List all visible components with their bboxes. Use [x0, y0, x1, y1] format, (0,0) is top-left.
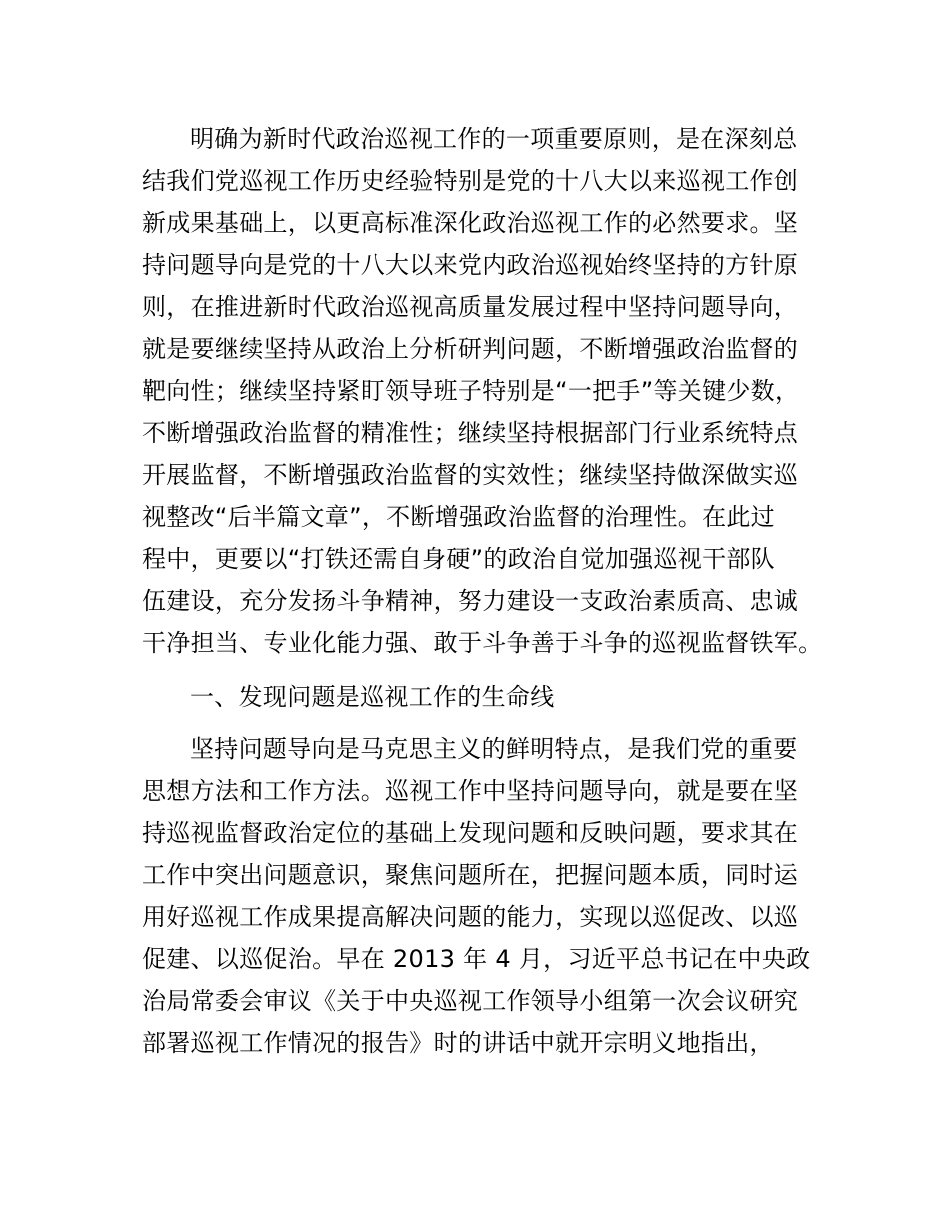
paragraph-line: 开展监督，不断增强政治监督的实效性；继续坚持做深做实巡: [142, 461, 799, 489]
paragraph-line: 思想方法和工作方法。巡视工作中坚持问题导向，就是要在坚: [142, 777, 799, 805]
paragraph-line: 持巡视监督政治定位的基础上发现问题和反映问题，要求其在: [142, 819, 799, 847]
section-heading: 一、发现问题是巡视工作的生命线: [190, 683, 555, 711]
paragraph-line: 不断增强政治监督的精准性；继续坚持根据部门行业系统特点: [142, 419, 799, 447]
paragraph-line: 持问题导向是党的十八大以来党内政治巡视始终坚持的方针原: [142, 251, 799, 279]
paragraph-line: 用好巡视工作成果提高解决问题的能力，实现以巡促改、以巡: [142, 903, 799, 931]
paragraph-line: 治局常委会审议《关于中央巡视工作领导小组第一次会议研究: [142, 987, 799, 1015]
paragraph-line: 伍建设，充分发扬斗争精神，努力建设一支政治素质高、忠诚: [142, 587, 799, 615]
paragraph-line: 工作中突出问题意识，聚焦问题所在，把握问题本质，同时运: [142, 861, 799, 889]
paragraph-line: 则，在推进新时代政治巡视高质量发展过程中坚持问题导向，: [142, 293, 799, 321]
paragraph-line: 新成果基础上，以更高标准深化政治巡视工作的必然要求。坚: [142, 209, 799, 237]
paragraph-line: 明确为新时代政治巡视工作的一项重要原则，是在深刻总: [190, 125, 798, 153]
paragraph-line: 程中，更要以“打铁还需自身硬”的政治自觉加强巡视干部队: [142, 545, 775, 573]
paragraph-line: 部署巡视工作情况的报告》时的讲话中就开宗明义地指出，: [142, 1029, 774, 1057]
paragraph-line: 干净担当、专业化能力强、敢于斗争善于斗争的巡视监督铁军。: [142, 629, 823, 657]
paragraph-line: 视整改“后半篇文章”，不断增强政治监督的治理性。在此过: [142, 503, 775, 531]
paragraph-line: 促建、以巡促治。早在 2013 年 4 月，习近平总书记在中央政: [142, 945, 811, 973]
paragraph-line: 坚持问题导向是马克思主义的鲜明特点，是我们党的重要: [190, 735, 798, 763]
paragraph-line: 就是要继续坚持从政治上分析研判问题，不断增强政治监督的: [142, 335, 799, 363]
paragraph-line: 靶向性；继续坚持紧盯领导班子特别是“一把手”等关键少数，: [142, 377, 800, 405]
paragraph-line: 结我们党巡视工作历史经验特别是党的十八大以来巡视工作创: [142, 167, 799, 195]
